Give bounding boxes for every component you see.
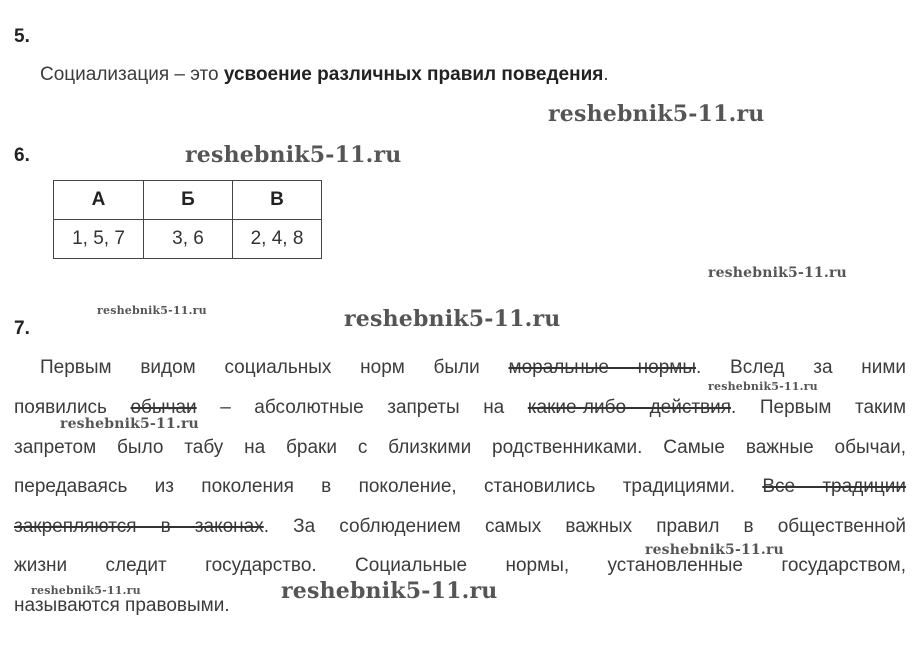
answer-table-header-b: Б bbox=[144, 181, 233, 220]
watermark: reshebnik5-11.ru bbox=[708, 265, 847, 281]
watermark: reshebnik5-11.ru bbox=[281, 578, 498, 604]
q7-l5-text: . За соблюдением самых важных правил в общественной bbox=[263, 516, 906, 537]
q7-line-4 bbox=[14, 476, 906, 498]
watermark: reshebnik5-11.ru bbox=[97, 304, 207, 317]
answer-table-value-v: 2, 4, 8 bbox=[233, 220, 322, 259]
answer-table-values-row bbox=[54, 220, 322, 259]
q7-l1-text: Первым видом социальных норм были bbox=[40, 357, 509, 378]
q7-line-1 bbox=[40, 357, 906, 379]
q7-l2-text: появились bbox=[14, 397, 131, 418]
q5-prefix: Социализация – это bbox=[40, 64, 224, 85]
question-7-number: 7. bbox=[14, 318, 30, 339]
q7-line-3: запретом было табу на браки с близкими родственниками. Самые важные обычаи, bbox=[14, 437, 906, 458]
q7-l2-mid: – абсолютные запреты на bbox=[196, 397, 528, 418]
watermark: reshebnik5-11.ru bbox=[708, 380, 818, 393]
watermark: reshebnik5-11.ru bbox=[185, 142, 402, 168]
q7-line-5 bbox=[14, 516, 906, 538]
q5-suffix: . bbox=[603, 64, 609, 85]
answer-table-header-a: А bbox=[54, 181, 144, 220]
answer-table-header-row bbox=[54, 181, 322, 220]
answer-table-header-v: В bbox=[233, 181, 322, 220]
answer-table-value-b: 3, 6 bbox=[144, 220, 233, 259]
answer-table bbox=[53, 180, 322, 259]
watermark: reshebnik5-11.ru bbox=[548, 101, 765, 127]
answer-table-value-a: 1, 5, 7 bbox=[54, 220, 144, 259]
question-5-answer bbox=[40, 64, 918, 86]
q7-l2-struck-1: обычаи bbox=[130, 397, 197, 418]
watermark: reshebnik5-11.ru bbox=[31, 584, 141, 597]
q7-l2-tail: . Первым таким bbox=[731, 397, 907, 418]
watermark: reshebnik5-11.ru bbox=[60, 416, 199, 432]
question-6-number: 6. bbox=[14, 145, 30, 166]
q7-l1-struck: моральные нормы bbox=[508, 357, 697, 378]
q7-line-7: называются правовыми. bbox=[14, 595, 230, 616]
q7-l2-struck-2: какие-либо действия bbox=[527, 397, 732, 418]
q7-l4-text: передаваясь из поколения в поколение, становились традициями. bbox=[14, 476, 763, 497]
q7-l5-struck: закрепляются в законах bbox=[14, 516, 264, 537]
q7-l1-tail: . Вслед за ними bbox=[696, 357, 907, 378]
watermark: reshebnik5-11.ru bbox=[645, 542, 784, 558]
q5-bold-answer: усвоение различных правил поведения bbox=[223, 64, 604, 85]
q7-line-6: жизни следит государство. Социальные нормы, установленные государством, bbox=[14, 555, 906, 576]
question-5-number: 5. bbox=[14, 26, 30, 47]
q7-l4-struck: Все традиции bbox=[762, 476, 906, 497]
watermark: reshebnik5-11.ru bbox=[344, 306, 561, 332]
